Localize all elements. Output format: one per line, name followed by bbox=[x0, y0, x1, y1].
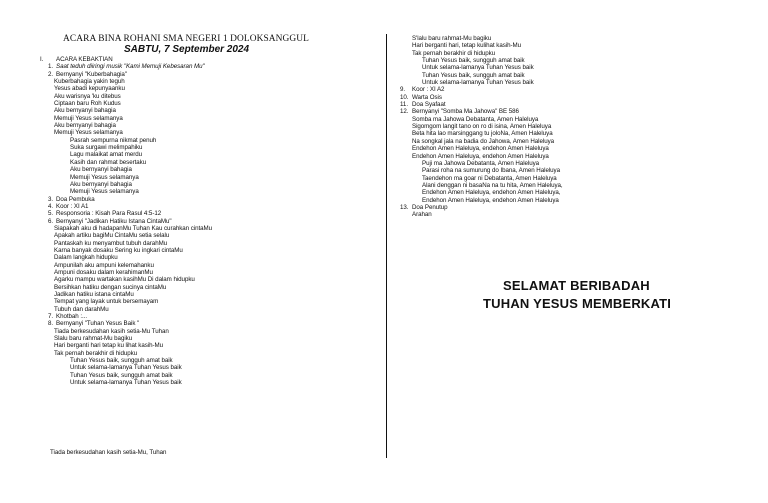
line-text: Memuji Yesus selamanya bbox=[70, 173, 139, 181]
header-title: ACARA BINA ROHANI SMA NEGERI 1 DOLOKSANGGUL bbox=[63, 34, 309, 44]
line-text: Suka surgawi melimpahiku bbox=[70, 144, 143, 152]
line-text: Tubuh dan darahMu bbox=[54, 305, 109, 313]
line-text: Doa Syafaat bbox=[412, 101, 446, 109]
line-text: Memuji Yesus selamanya bbox=[54, 114, 123, 122]
closing-line-1: SELAMAT BERIBADAH bbox=[503, 278, 650, 293]
line-text: ACARA KEBAKTIAN bbox=[56, 56, 113, 63]
item-number: 4. bbox=[48, 202, 54, 210]
line-text: Tak pernah berakhir di hidupku bbox=[412, 49, 496, 57]
line-text: Aku warisnya 'ku ditebus bbox=[54, 92, 121, 100]
line-text: Dalam langkah hidupku bbox=[54, 254, 118, 262]
line-text: Somba ma Jahowa Debatanta, Amen Haleluya bbox=[412, 115, 539, 123]
line-text: Tuhan Yesus baik, sungguh amat baik bbox=[70, 371, 173, 379]
line-text: Bersihkan hatiku dengan sucinya cintaMu bbox=[54, 283, 167, 291]
line-text: Untuk selama-lamanya Tuhan Yesus baik bbox=[422, 64, 534, 72]
line-text: Aku bernyanyi bahagia bbox=[54, 122, 116, 130]
line-text: Untuk selama-lamanya Tuhan Yesus baik bbox=[70, 364, 182, 372]
line-text: Aku bernyanyi bahagia bbox=[70, 166, 132, 174]
column-divider bbox=[386, 34, 387, 458]
line-text: Endehon Amen Haleluya, endehon Amen Haleluya bbox=[422, 196, 559, 204]
line-text: Aku bernyanyi bahagia bbox=[70, 180, 132, 188]
line-text: Koor : XI A1 bbox=[56, 202, 89, 210]
line-text: Lagu malaikat amat merdu bbox=[70, 151, 143, 159]
line-text: Bernyanyi "Tuhan Yesus Baik " bbox=[56, 320, 140, 328]
item-number: 11. bbox=[400, 101, 408, 109]
line-text: Saat teduh diiringi musik "Kami Memuji Kebesaran Mu" bbox=[56, 63, 205, 71]
line-text: Ampuni dosaku dalam kerahimanMu bbox=[54, 268, 153, 276]
line-text: Alani denggan ni basaNa na tu hita, Amen Haleluya, bbox=[422, 181, 563, 189]
line-text: Pantaskah ku menyambut tubuh darahMu bbox=[54, 239, 168, 247]
line-text: Ciptaan baru Roh Kudus bbox=[54, 100, 121, 108]
item-number: 2. bbox=[48, 70, 54, 78]
closing-line-2: TUHAN YESUS MEMBERKATI bbox=[483, 296, 672, 311]
line-text: Agarku mampu wartakan kasihMu Di dalam hidupku bbox=[54, 276, 195, 284]
line-text: Doa Pembuka bbox=[56, 195, 95, 203]
line-text: Endehon Amen Haleluya, endehon Amen Haleluya bbox=[412, 152, 549, 160]
line-text: Arahan bbox=[412, 211, 432, 219]
line-text: Karna banyak dosaku Sering ku ingkari cintaMu bbox=[54, 246, 183, 254]
item-number: 6. bbox=[48, 217, 54, 225]
line-text: Tempat yang layak untuk bersemayam bbox=[54, 298, 159, 306]
line-text: Tuhan Yesus baik, sungguh amat baik bbox=[70, 357, 173, 365]
line-text: Siapakah aku di hadapanMu Tuhan Kau curahkan cintaMu bbox=[54, 224, 213, 232]
line-text: Aku bernyanyi bahagia bbox=[54, 107, 116, 115]
line-text: Taendehon ma goar ni Debatanta, Amen Haleluya bbox=[422, 174, 557, 182]
line-text: Responsoria : Kisah Para Rasul 4:5-12 bbox=[56, 210, 162, 218]
line-text: Tuhan Yesus baik, sungguh amat baik bbox=[422, 71, 525, 79]
line-text: Bernyanyi "Jadikan Hatiku Istana CintaMu" bbox=[56, 217, 172, 225]
item-number: 10. bbox=[400, 93, 409, 101]
line-text: Warta Osis bbox=[412, 93, 442, 101]
line-text: Hari berganti hari tetap ku lihat kasih-Mu bbox=[54, 342, 163, 350]
line-text: Yesus abadi kepunyaanku bbox=[54, 85, 125, 93]
line-text: Hari berganti hari, tetap kulihat kasih-Mu bbox=[412, 42, 521, 50]
line-text: Bernyanyi "Kuberbahagia" bbox=[56, 70, 127, 78]
line-text: Untuk selama-lamanya Tuhan Yesus baik bbox=[70, 379, 182, 387]
line-text: Kuberbahagia yakin teguh bbox=[54, 78, 125, 86]
line-text: Apakah artiku bagiMu CintaMu setia selalu bbox=[54, 232, 170, 240]
line-text: Parasi roha na sumurung do Ibana, Amen Haleluya bbox=[422, 167, 560, 175]
line-text: Khotbah :... bbox=[56, 313, 88, 321]
line-text: Puji ma Jahowa Debatanta, Amen Haleluya bbox=[422, 159, 540, 167]
item-number: 7. bbox=[48, 313, 54, 321]
line-text: S'lalu baru rahmat-Mu bagiku bbox=[412, 35, 492, 42]
line-text: Ampunilah aku ampuni kelemahanku bbox=[54, 261, 154, 269]
line-text: Pasrah sempurna nikmat penuh bbox=[70, 136, 157, 144]
line-text: Memuji Yesus selamanya bbox=[54, 129, 123, 137]
item-number: 9. bbox=[400, 86, 406, 94]
item-number: 3. bbox=[48, 195, 54, 203]
item-number: 1. bbox=[48, 63, 54, 71]
item-number: 12. bbox=[400, 108, 409, 116]
line-text: Doa Penutup bbox=[412, 203, 448, 211]
line-text: Tuhan Yesus baik, sungguh amat baik bbox=[422, 57, 525, 65]
item-number: 13. bbox=[400, 203, 409, 211]
roman-numeral: I. bbox=[40, 56, 44, 63]
left-footer-line: Tiada berkesudahan kasih setia-Mu, Tuhan bbox=[50, 449, 167, 456]
line-text: Endehon Amen Haleluya, endehon Amen Haleluya bbox=[412, 145, 549, 153]
item-number: 8. bbox=[48, 320, 54, 328]
line-text: Tiada berkesudahan kasih setia-Mu Tuhan bbox=[54, 327, 169, 335]
line-text: Slalu baru rahmat-Mu bagiku bbox=[54, 335, 133, 343]
line-text: Memuji Yesus selamanya bbox=[70, 188, 139, 196]
line-text: Koor : XI A2 bbox=[412, 86, 445, 94]
line-text: Sigomgom langit tano on ro di isina, Amen Haleluya bbox=[412, 123, 552, 131]
header-date: SABTU, 7 September 2024 bbox=[124, 44, 250, 55]
line-text: Beta hita lao marsinggang tu joloNa, Amen Haleluya bbox=[412, 130, 553, 138]
line-text: Untuk selama-lamanya Tuhan Yesus baik bbox=[422, 79, 534, 87]
line-text: Tak pernah berakhir di hidupku bbox=[54, 349, 138, 357]
line-text: Na songkal jala na badia do Jahowa, Amen Haleluya bbox=[412, 137, 555, 145]
line-text: Endehon Amen Haleluya, endehon Amen Haleluya, bbox=[422, 189, 561, 197]
line-text: Kasih dan rahmat besertaku bbox=[70, 158, 147, 166]
line-text: Bernyanyi "Somba Ma Jahowa" BE 586 bbox=[412, 108, 519, 116]
item-number: 5. bbox=[48, 210, 54, 218]
line-text: Jadikan hatiku istana cintaMu bbox=[54, 291, 134, 298]
